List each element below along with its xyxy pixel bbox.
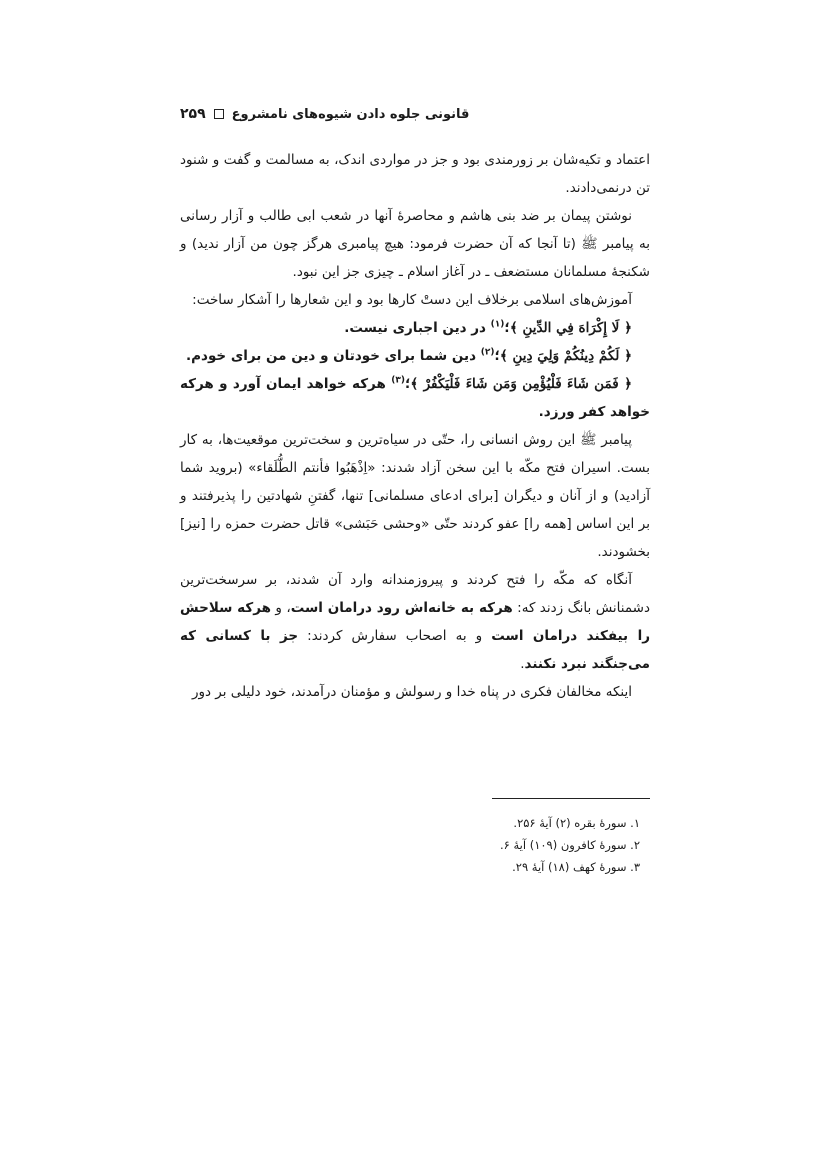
paragraph-5-bold-2: هرکه سلاحش را بیفکند درامان است [180, 600, 650, 644]
quote-1-translation: در دین اجباری نیست. [344, 320, 486, 336]
header-box-icon [214, 109, 224, 119]
paragraph-2: نوشتن پیمان بر ضد بنی هاشم و محاصرهٔ آنها در شعب ابی طالب و آزار رسانی به پیامبر ﷺ (تا آنجا که آن حضرت فرمود: هیچ پیامبری هرگز چون من آزار ندید) و شکنجهٔ مسلمانان مستضعف ـ در آغاز اسلام ـ چیزی جز این نبود. [180, 208, 650, 280]
quote-1-ayah: ﴿ لَا إِكْرَاهَ فِي الدِّينِ ﴾ [509, 320, 632, 336]
paragraph-4: پیامبر ﷺ این روش انسانی را، حتّی در سیاه‌ترین و سخت‌ترین موقعیت‌ها، به کار بست. اسیران فتح مکّه با این سخن آزاد شدند: «اِذْهَبُوا فأنتم الطُّلَقاء» (بروید شما آزادید) و از آنان و دیگران [برای ادعای مسلمانی] تنها، گفتنِ شهادتین را پذیرفتند و بر این اساس [همه را] عفو کردند حتّی «وحشی حَبَشی» قاتل حضرت حمزه را [نیز] بخشودند. [180, 432, 650, 560]
footnote-1: ۱. سورهٔ بقره (۲) آیهٔ ۲۵۶. [513, 816, 640, 830]
paragraph-1: اعتماد و تکیه‌شان بر زورمندی بود و جز در مواردی اندک، به مسالمت و گفت و شنود تن درنمی‌دادند. [180, 152, 650, 196]
quote-3-ayah: ﴿ فَمَن شَاءَ فَلْيُؤْمِن وَمَن شَاءَ فَلْيَكْفُرْ ﴾ [410, 376, 632, 392]
quote-2-ayah: ﴿ لَكُمْ دِينُكُمْ وَلِيَ دِينِ ﴾ [499, 348, 632, 364]
paragraph-5-bold-3: جز با کسانی که می‌جنگند نبرد نکنند [180, 628, 650, 672]
footnotes [180, 812, 650, 878]
page-body [180, 146, 650, 706]
quran-quote-2: ﴿ لَكُمْ دِينُكُمْ وَلِيَ دِينِ ﴾؛$^{(۲)}$ دین شما برای خودتان و دین من برای خودم. [186, 347, 632, 364]
paragraph-5-text-c: ، و [270, 600, 291, 616]
footnote-divider [492, 798, 650, 799]
footnote-ref-2: (۲) [480, 347, 495, 358]
running-title: قانونی جلوه دادن شیوه‌های نامشروع [231, 106, 470, 122]
paragraph-5-text-d: و به اصحاب سفارش کردند: [298, 628, 492, 644]
quote-2-translation: دین شما برای خودتان و دین من برای خودم. [186, 348, 477, 364]
paragraph-5-text-e: . [520, 656, 525, 672]
paragraph-5 [180, 566, 650, 678]
footnote-2: ۲. سورهٔ کافرون (۱۰۹) آیهٔ ۶. [499, 838, 640, 852]
paragraph-5-bold-1: هرکه به خانه‌اش رود درامان است [290, 600, 513, 616]
paragraph-5-text-a: آنگاه که مکّه را فتح کردند و پیروزمندانه وارد آن شدند، بر سرسخت‌ترین دشمنانش بانگ زدند که: [180, 572, 650, 616]
page-number: ۲۵۹ [180, 106, 206, 122]
quote-3-translation: هرکه خواهد ایمان آورد و هرکه خواهد کفر ورزد. [180, 376, 650, 420]
page-header [180, 102, 650, 126]
paragraph-3: آموزش‌های اسلامی برخلاف این دستْ کارها بود و این شعارها را آشکار ساخت: [192, 292, 632, 308]
book-page [180, 96, 650, 896]
footnote-ref-3: (۳) [391, 375, 405, 386]
quran-quote-3: ﴿ فَمَن شَاءَ فَلْيُؤْمِن وَمَن شَاءَ فَلْيَكْفُرْ ﴾؛$^{(۳)}$ هرکه خواهد ایمان آورد و هرکه خواهد کفر ورزد. [180, 375, 650, 420]
paragraph-6: اینکه مخالفان فکری در پناه خدا و رسولش و مؤمنان درآمدند، خود دلیلی بر دور [191, 684, 632, 700]
footnote-3: ۳. سورهٔ کهف (۱۸) آیهٔ ۲۹. [512, 860, 640, 874]
quran-quote-1: ﴿ لَا إِكْرَاهَ فِي الدِّينِ ﴾؛$^{(۱)}$ در دین اجباری نیست. [344, 319, 632, 336]
footnote-ref-1: (۱) [490, 319, 505, 330]
